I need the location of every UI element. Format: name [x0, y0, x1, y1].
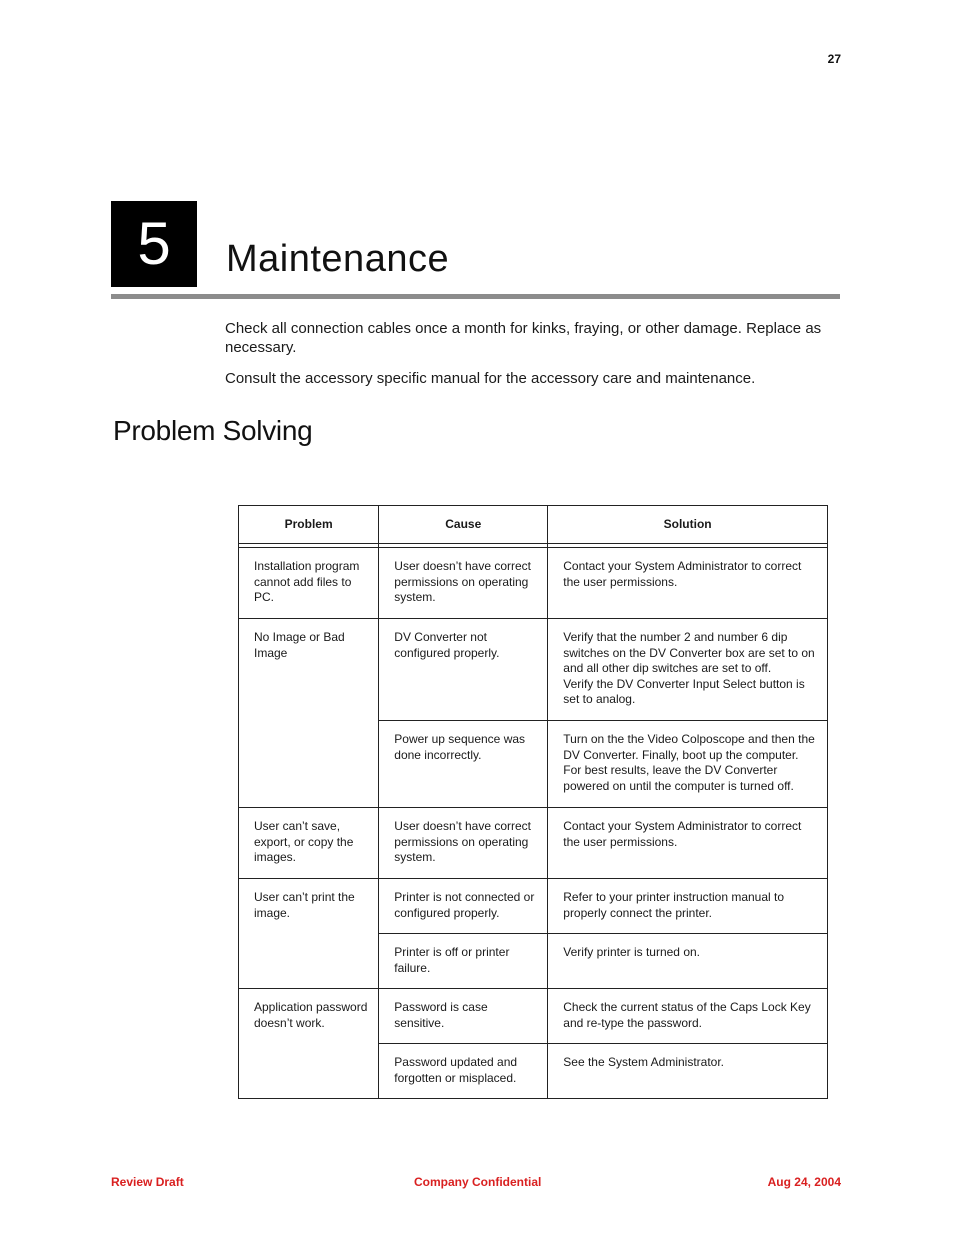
- table-row: [239, 989, 828, 1044]
- header-solution: Solution: [548, 506, 828, 544]
- solution-cell: Check the current status of the Caps Lock Key and re-type the password.: [548, 989, 828, 1044]
- intro-paragraph-2: Consult the accessory specific manual for the accessory care and maintenance.: [225, 370, 756, 387]
- solution-cell: See the System Administrator.: [548, 1044, 828, 1099]
- intro-paragraph-1: Check all connection cables once a month for kinks, fraying, or other damage. Replace as necessary.: [225, 320, 822, 356]
- footer-review-draft: Review Draft: [111, 1175, 184, 1189]
- problem-cell: User can’t save, export, or copy the images.: [239, 808, 379, 879]
- header-cause: Cause: [379, 506, 548, 544]
- solution-cell: [548, 619, 828, 721]
- table-header-row: [239, 506, 828, 544]
- page-number: 27: [827, 52, 841, 66]
- cause-cell: Password is case sensitive.: [379, 989, 548, 1044]
- cause-cell: Printer is not connected or configured properly.: [379, 879, 548, 934]
- solution-cell: Turn on the the Video Colposcope and then the DV Converter. Finally, boot up the computer. For best results, leave the DV Converter powered on until the computer is turned off.: [548, 721, 828, 808]
- solution-cell: Verify printer is turned on.: [548, 934, 828, 989]
- solution-cell: Refer to your printer instruction manual to properly connect the printer.: [548, 879, 828, 934]
- cause-cell: User doesn’t have correct permissions on operating system.: [379, 808, 548, 879]
- table-row: [239, 808, 828, 879]
- section-title: Problem Solving: [113, 415, 313, 446]
- cause-cell: User doesn’t have correct permissions on operating system.: [379, 548, 548, 619]
- solution-line: Verify the DV Converter Input Select button is set to analog.: [563, 676, 805, 706]
- solution-cell: Contact your System Administrator to correct the user permissions.: [548, 808, 828, 879]
- problem-cell: No Image or Bad Image: [239, 619, 379, 808]
- chapter-divider: [111, 294, 840, 299]
- cause-cell: Password updated and forgotten or misplaced.: [379, 1044, 548, 1099]
- problem-cell: Installation program cannot add files to PC.: [239, 548, 379, 619]
- cause-cell: Printer is off or printer failure.: [379, 934, 548, 989]
- problem-solving-table: [238, 505, 828, 1099]
- solution-cell: Contact your System Administrator to correct the user permissions.: [548, 548, 828, 619]
- table-row: [239, 619, 828, 721]
- chapter-number-box: 5: [111, 201, 197, 287]
- chapter-title: Maintenance: [226, 238, 450, 280]
- solution-line: Verify that the number 2 and number 6 dip switches on the DV Converter box are set to on and all other dip switches are set to off.: [563, 630, 815, 675]
- problem-cell: User can’t print the image.: [239, 879, 379, 989]
- footer-company-confidential: Company Confidential: [414, 1175, 542, 1189]
- cause-cell: Power up sequence was done incorrectly.: [379, 721, 548, 808]
- cause-cell: DV Converter not configured properly.: [379, 619, 548, 721]
- problem-cell: Application password doesn’t work.: [239, 989, 379, 1099]
- header-problem: Problem: [239, 506, 379, 544]
- table-row: [239, 879, 828, 934]
- footer-date: Aug 24, 2004: [767, 1175, 841, 1189]
- table-row: [239, 548, 828, 619]
